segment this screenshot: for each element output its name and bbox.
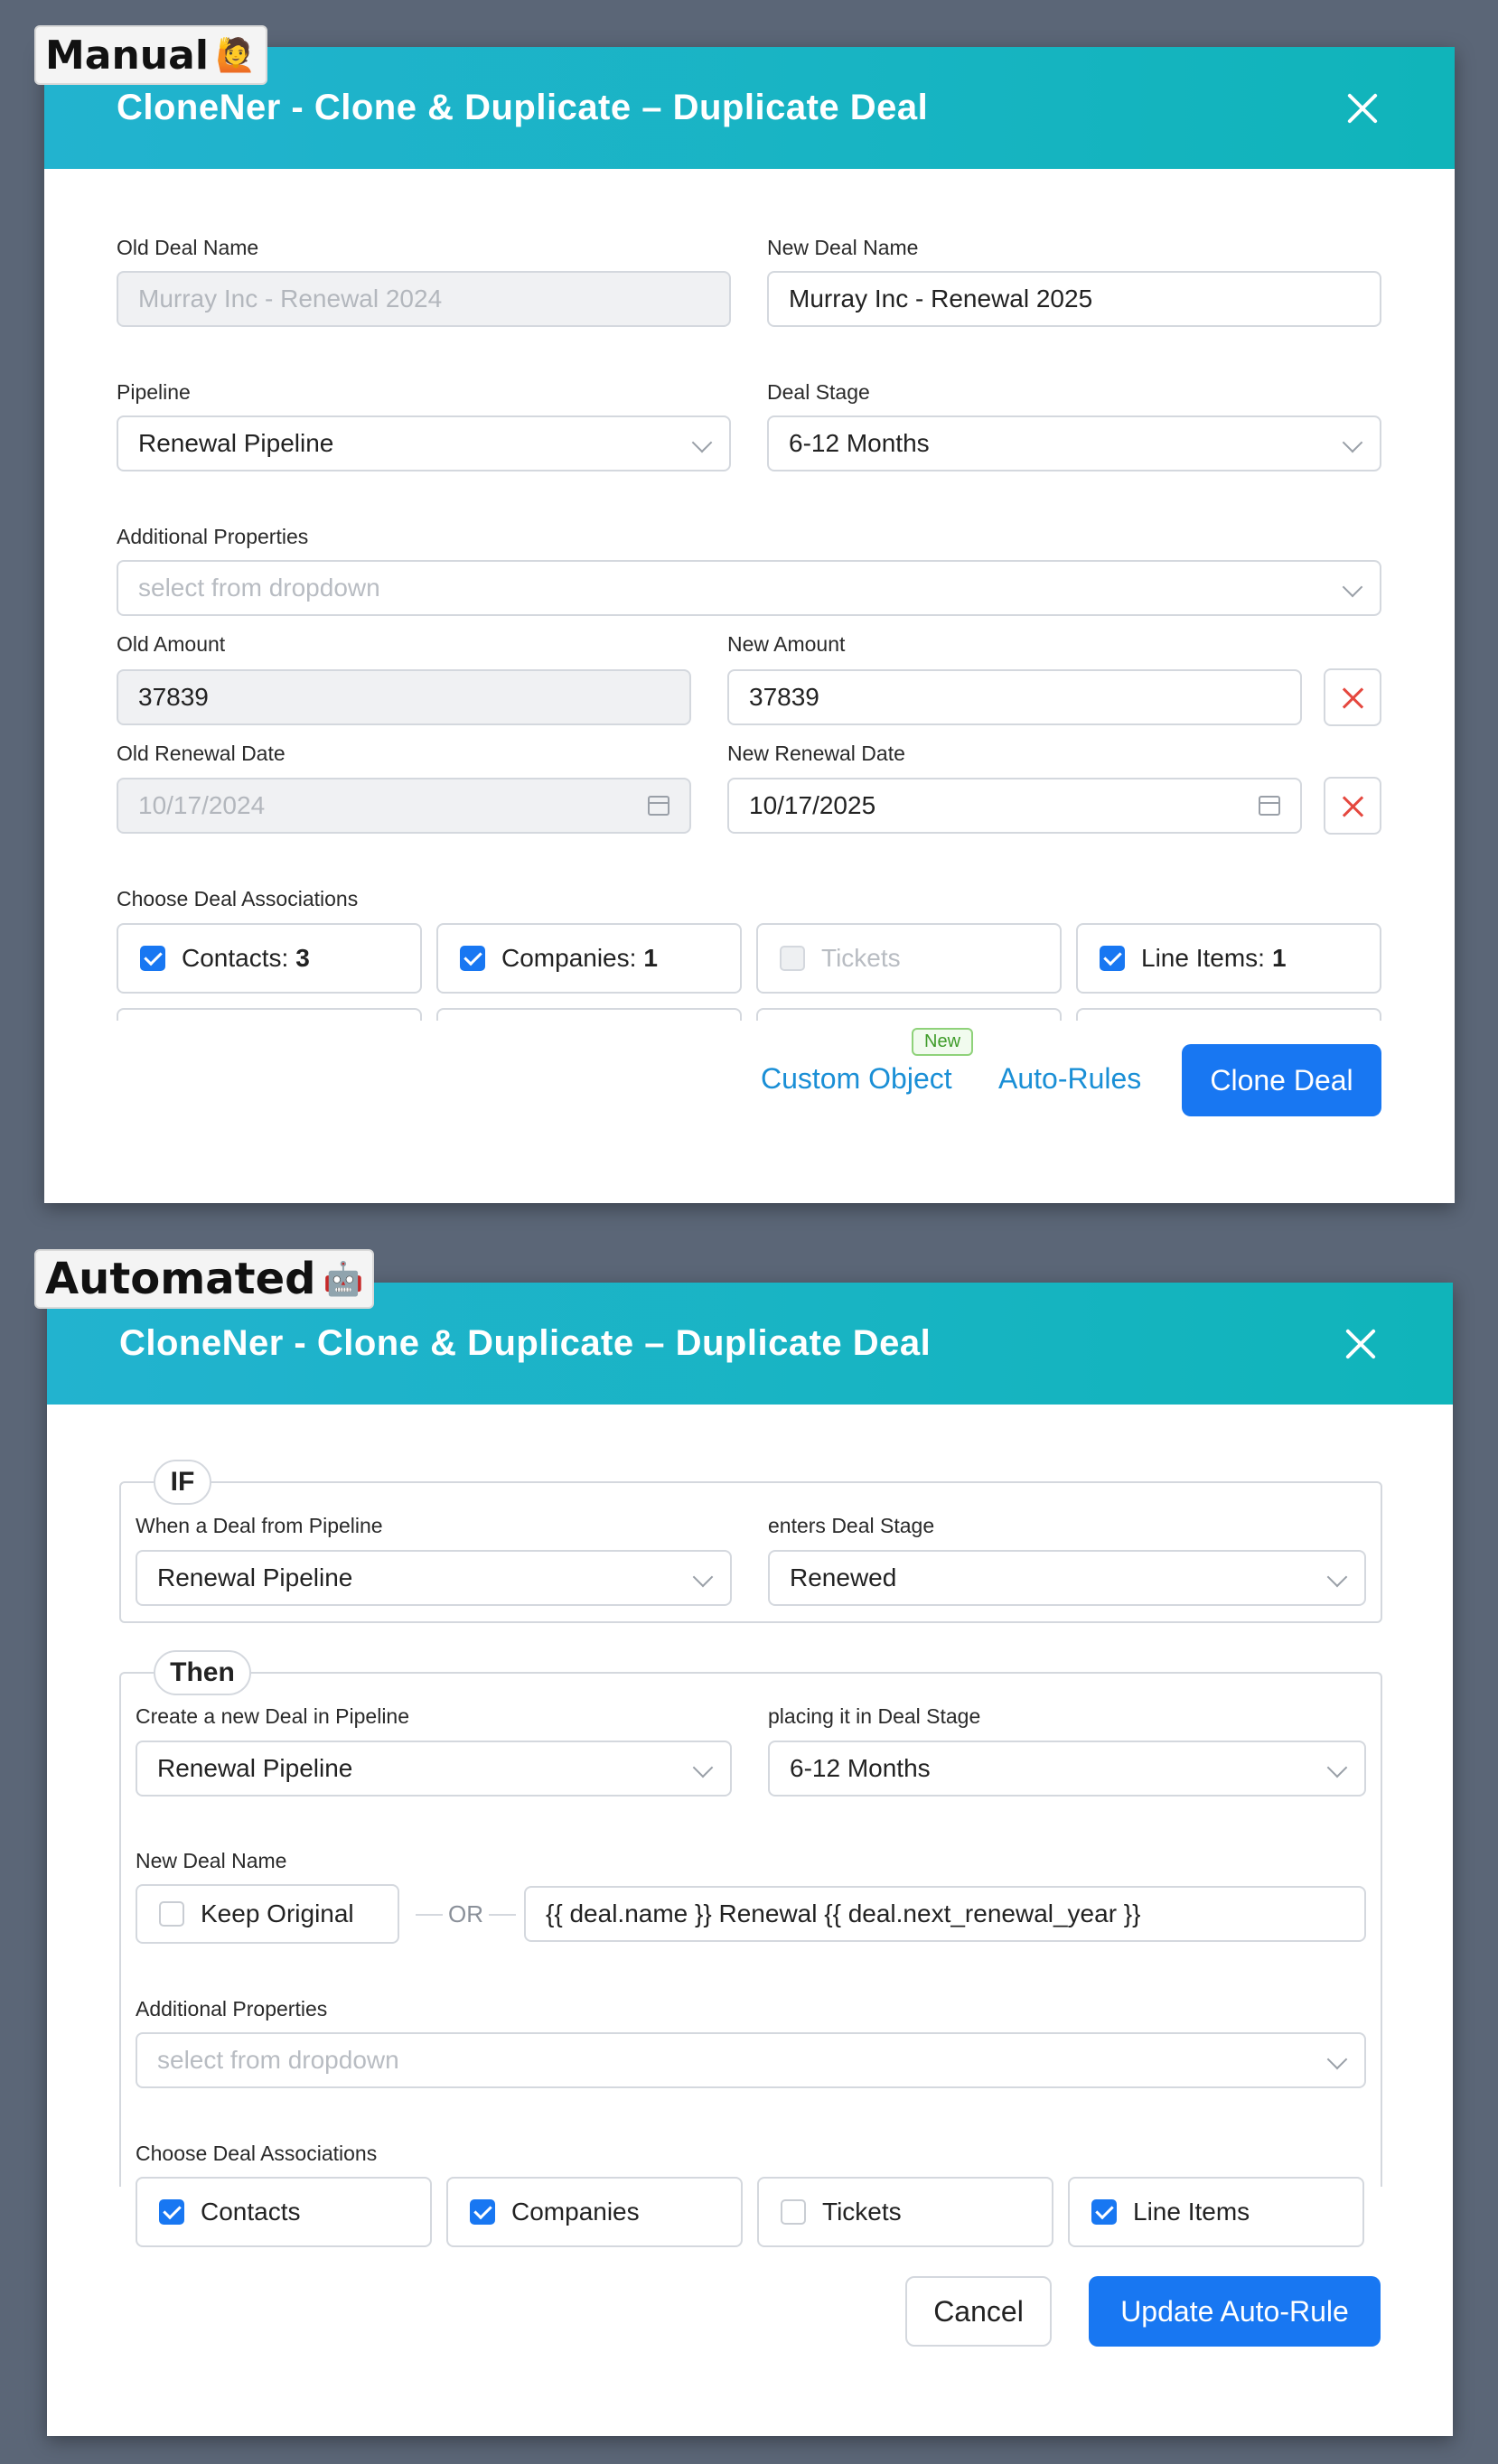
association-tickets (756, 923, 1062, 994)
checkbox-checked-icon[interactable] (460, 946, 485, 971)
deal-name-template-value: {{ deal.name }} Renewal {{ deal.next_renewal_year }} (546, 1899, 1141, 1927)
additional-properties-placeholder: select from dropdown (138, 574, 380, 602)
remove-amount-close-icon[interactable] (1324, 668, 1381, 726)
if-pill: IF (154, 1460, 211, 1505)
additional-properties-select[interactable] (117, 560, 1381, 616)
deal-stage-value: 6-12 Months (789, 429, 930, 457)
additional-properties-placeholder: select from dropdown (157, 2046, 399, 2074)
old-renewal-date-value: 10/17/2024 (138, 791, 266, 819)
if-pipeline-select[interactable] (136, 1550, 732, 1606)
then-pipeline-value: Renewal Pipeline (157, 1754, 353, 1782)
association-label: Companies: (501, 944, 637, 972)
chevron-down-icon (693, 1567, 714, 1588)
new-renewal-date-input[interactable] (727, 778, 1302, 834)
association-count: 1 (643, 944, 658, 972)
pipeline-value: Renewal Pipeline (138, 429, 334, 457)
associations-label: Choose Deal Associations (117, 887, 359, 910)
calendar-icon (648, 796, 669, 816)
checkbox-checked-icon[interactable] (1100, 946, 1125, 971)
new-deal-name-input[interactable] (767, 271, 1381, 327)
association-label: Tickets (822, 2198, 902, 2226)
modal-title: CloneNer - Clone & Duplicate – Duplicate Deal (119, 1323, 932, 1363)
calendar-icon[interactable] (1259, 796, 1280, 816)
new-amount-value: 37839 (749, 683, 819, 711)
checkbox-disabled-icon (780, 946, 805, 971)
checkbox-checked-icon[interactable] (1091, 2199, 1117, 2225)
association-contacts[interactable] (136, 2177, 432, 2247)
checkbox-checked-icon[interactable] (140, 946, 165, 971)
association-contacts[interactable] (117, 923, 422, 994)
manual-modal (44, 47, 1455, 1203)
chevron-down-icon (1327, 1567, 1348, 1588)
then-pipeline-select[interactable] (136, 1741, 732, 1797)
old-amount-value: 37839 (138, 683, 209, 711)
keep-original-label: Keep Original (201, 1899, 354, 1927)
association-line-items[interactable] (1076, 923, 1381, 994)
chevron-down-icon (1343, 577, 1363, 598)
new-deal-name-label: New Deal Name (136, 1849, 287, 1872)
robot-icon: 🤖 (323, 1261, 364, 1298)
automated-modal (47, 1283, 1453, 2436)
associations-label: Choose Deal Associations (136, 2142, 378, 2165)
deal-stage-label: Deal Stage (767, 380, 870, 404)
auto-rules-link[interactable]: Auto-Rules (998, 1062, 1142, 1095)
new-renewal-date-value: 10/17/2025 (749, 791, 876, 819)
if-pipeline-label: When a Deal from Pipeline (136, 1514, 383, 1537)
association-label: Line Items: (1141, 944, 1265, 972)
then-stage-value: 6-12 Months (790, 1754, 931, 1782)
old-deal-name-field (117, 271, 731, 327)
association-label: Tickets (821, 944, 901, 972)
association-companies[interactable] (436, 923, 742, 994)
association-count: 1 (1271, 944, 1287, 972)
association-companies[interactable] (446, 2177, 743, 2247)
new-deal-name-label: New Deal Name (767, 236, 919, 259)
additional-properties-label: Additional Properties (117, 525, 309, 548)
remove-renewal-date-close-icon[interactable] (1324, 777, 1381, 835)
modal-title: CloneNer - Clone & Duplicate – Duplicate Deal (117, 88, 929, 127)
chevron-down-icon (1327, 2049, 1348, 2070)
checkbox-unchecked-icon[interactable] (781, 2199, 806, 2225)
new-amount-input[interactable] (727, 669, 1302, 725)
checkbox-checked-icon[interactable] (470, 2199, 495, 2225)
old-renewal-date-label: Old Renewal Date (117, 742, 286, 765)
association-tickets[interactable] (757, 2177, 1053, 2247)
checkbox-checked-icon[interactable] (159, 2199, 184, 2225)
chevron-down-icon (692, 433, 713, 453)
pipeline-label: Pipeline (117, 380, 191, 404)
person-raising-hand-icon: 🙋 (215, 37, 257, 74)
custom-object-link[interactable]: Custom Object (761, 1062, 952, 1095)
chevron-down-icon (1343, 433, 1363, 453)
close-icon[interactable] (1341, 1324, 1381, 1364)
deal-name-template-input[interactable] (524, 1886, 1366, 1942)
additional-properties-label: Additional Properties (136, 1997, 328, 2021)
automated-badge-label: Automated (45, 1254, 316, 1304)
association-label: Contacts (201, 2198, 301, 2226)
chevron-down-icon (693, 1758, 714, 1778)
cancel-button[interactable]: Cancel (905, 2276, 1052, 2347)
keep-original-checkbox[interactable] (136, 1884, 399, 1944)
new-deal-name-value: Murray Inc - Renewal 2025 (789, 285, 1093, 313)
then-stage-label: placing it in Deal Stage (768, 1704, 981, 1728)
if-stage-select[interactable] (768, 1550, 1366, 1606)
old-amount-label: Old Amount (117, 632, 226, 656)
checkbox-unchecked-icon[interactable] (159, 1901, 184, 1927)
pipeline-select[interactable] (117, 415, 731, 471)
then-pipeline-label: Create a new Deal in Pipeline (136, 1704, 410, 1728)
old-amount-field (117, 669, 691, 725)
additional-properties-select[interactable] (136, 2032, 1366, 2088)
association-line-items[interactable] (1068, 2177, 1364, 2247)
if-stage-label: enters Deal Stage (768, 1514, 935, 1537)
new-renewal-date-label: New Renewal Date (727, 742, 905, 765)
new-tag: New (912, 1028, 973, 1056)
automated-badge (34, 1249, 374, 1309)
association-label: Companies (511, 2198, 640, 2226)
manual-badge-label: Manual (45, 32, 209, 79)
association-count: 3 (295, 944, 310, 972)
new-amount-label: New Amount (727, 632, 846, 656)
or-label: OR (448, 1900, 483, 1927)
update-auto-rule-button[interactable]: Update Auto-Rule (1089, 2276, 1381, 2347)
association-label: Line Items (1133, 2198, 1250, 2226)
or-separator (410, 1900, 521, 1928)
deal-stage-select[interactable] (767, 415, 1381, 471)
if-pipeline-value: Renewal Pipeline (157, 1563, 353, 1591)
associations-overflow-row (117, 1008, 1381, 1021)
clone-deal-button[interactable]: Clone Deal (1182, 1044, 1381, 1116)
old-renewal-date-field (117, 778, 691, 834)
association-label: Contacts: (182, 944, 289, 972)
then-pill: Then (154, 1650, 251, 1695)
manual-badge (34, 25, 267, 85)
chevron-down-icon (1327, 1758, 1348, 1778)
close-icon[interactable] (1343, 89, 1382, 128)
old-deal-name-value: Murray Inc - Renewal 2024 (138, 285, 443, 313)
then-stage-select[interactable] (768, 1741, 1366, 1797)
if-stage-value: Renewed (790, 1563, 897, 1591)
old-deal-name-label: Old Deal Name (117, 236, 259, 259)
